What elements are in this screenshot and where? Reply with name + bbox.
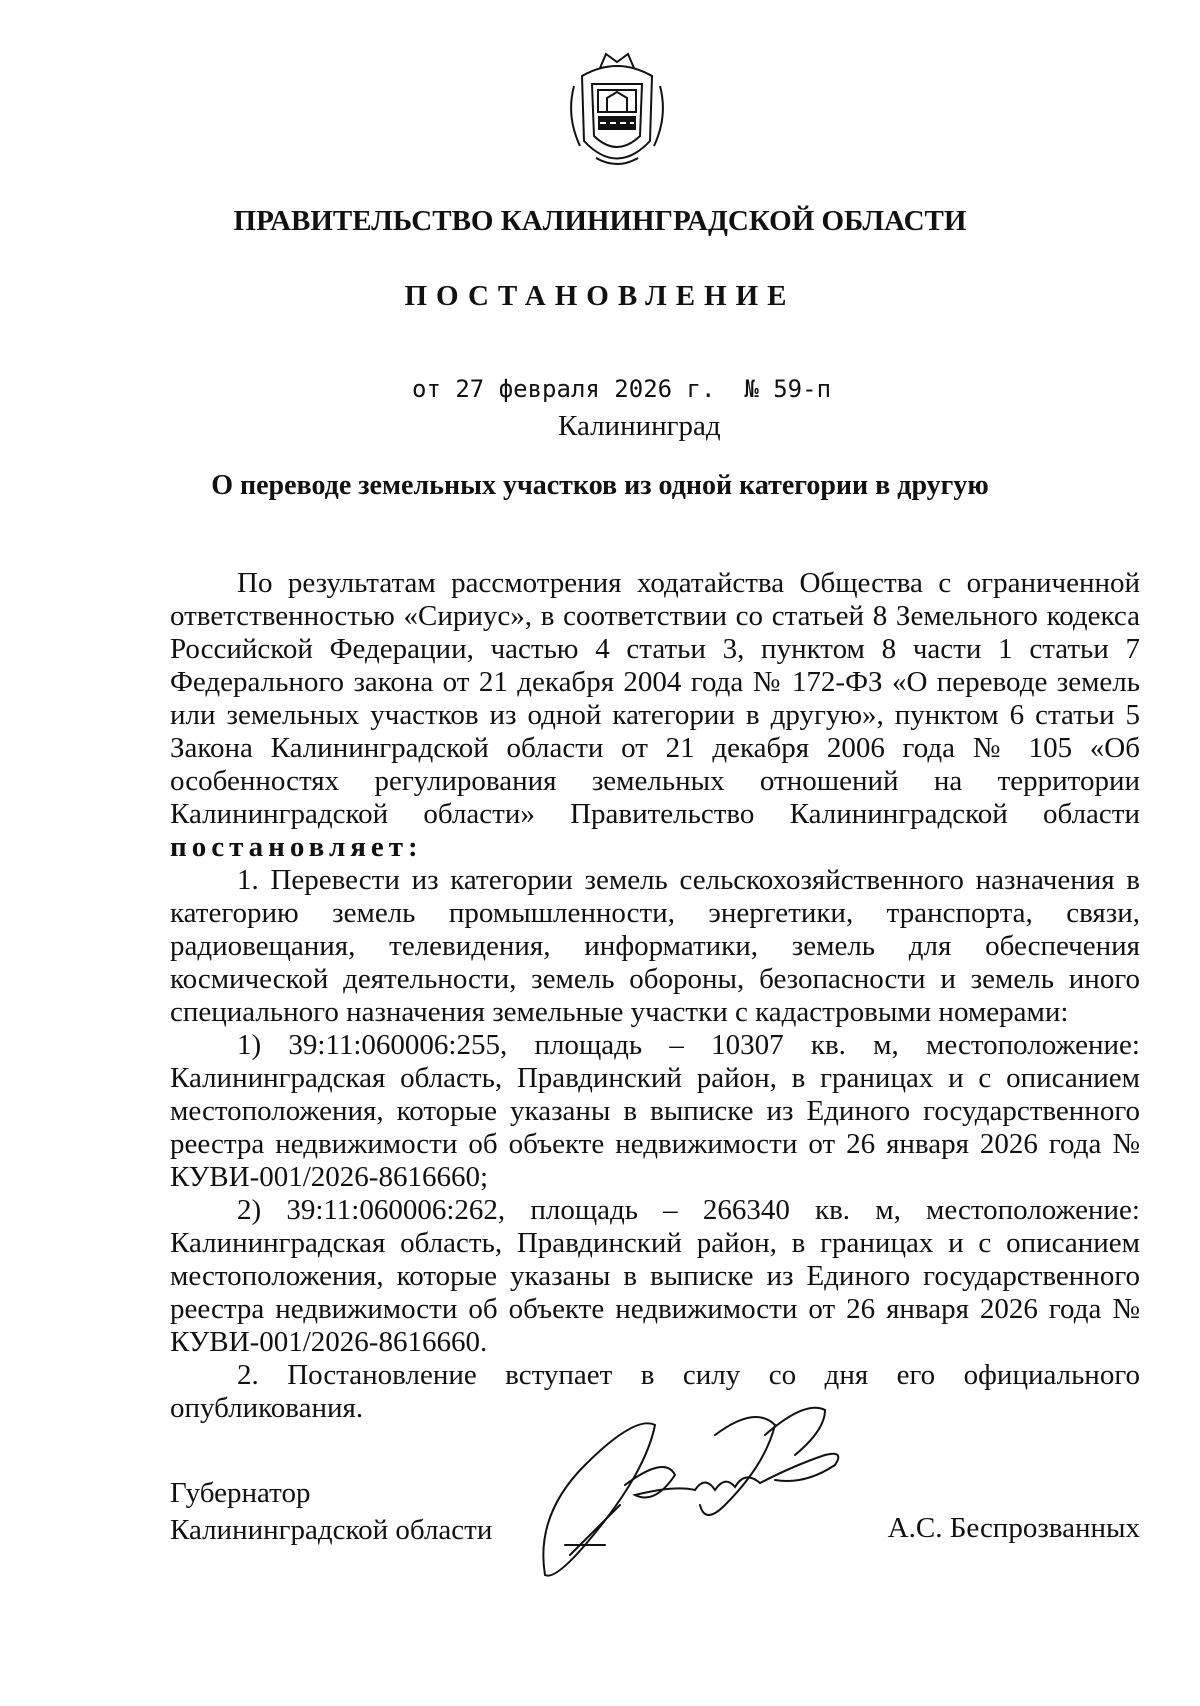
decree-word: постановляет:	[170, 831, 423, 863]
organization-title: ПРАВИТЕЛЬСТВО КАЛИНИНГРАДСКОЙ ОБЛАСТИ	[233, 205, 967, 237]
handwritten-signature	[525, 1395, 855, 1585]
document-type: ПОСТАНОВЛЕНИЕ	[404, 280, 796, 312]
coat-of-arms-emblem	[562, 46, 672, 178]
document-subject: О переводе земельных участков из одной категории в другую	[211, 470, 989, 501]
item-1: 1. Перевести из категории земель сельскохозяйственного назначения в категорию земель промышленности, энергетики, транспорта, связи, радиовещания, телевидения, информатики, земель для обеспечения космической деятельности, земель обороны, безопасности и земель иного специального назначения земельные участки с кадастровыми номерами:	[170, 864, 1140, 1028]
date-and-number: от 27 февраля 2026 г. № 59-п	[412, 375, 832, 403]
signatory-name: А.С. Беспрозванных	[887, 1512, 1140, 1544]
position-line-2: Калининградской области	[170, 1514, 493, 1546]
preamble-text: По результатам рассмотрения ходатайства Общества с ограниченной ответственностью «Сириус», в соответствии со статьей 8 Земельного кодекса Российской Федерации, частью 4 статьи 3, пунктом 8 части 1 статьи 7 Федерального закона от 21 декабря 2004 года № 172-ФЗ «О переводе земель или земельных участков из одной категории в другую», пунктом 6 статьи 5 Закона Калининградской области от 21 декабря 2006 года № 105 «Об особенностях регулирования земельных отношений на территории Калининградской области» Правительство Калининградской области	[170, 567, 1140, 830]
position-line-1: Губернатор	[170, 1477, 311, 1509]
item-2: 2. Постановление вступает в силу со дня его официального опубликования.	[170, 1359, 1140, 1424]
preamble-paragraph	[170, 567, 1140, 864]
city: Калининград	[558, 410, 721, 442]
signatory-position	[170, 1475, 492, 1549]
item-1-sub-1: 1) 39:11:060006:255, площадь – 10307 кв. м, местоположение: Калининградская область, Правдинский район, в границах и с описанием местоположения, которые указаны в выписке из Единого государственного реестра недвижимости об объекте недвижимости от 26 января 2026 года № КУВИ-001/2026-8616660;	[170, 1029, 1140, 1193]
item-1-sub-2: 2) 39:11:060006:262, площадь – 266340 кв. м, местоположение: Калининградская область, Правдинский район, в границах и с описанием местоположения, которые указаны в выписке из Единого государственного реестра недвижимости об объекте недвижимости от 26 января 2026 года № КУВИ-001/2026-8616660.	[170, 1194, 1140, 1358]
document-body	[170, 567, 1140, 1425]
